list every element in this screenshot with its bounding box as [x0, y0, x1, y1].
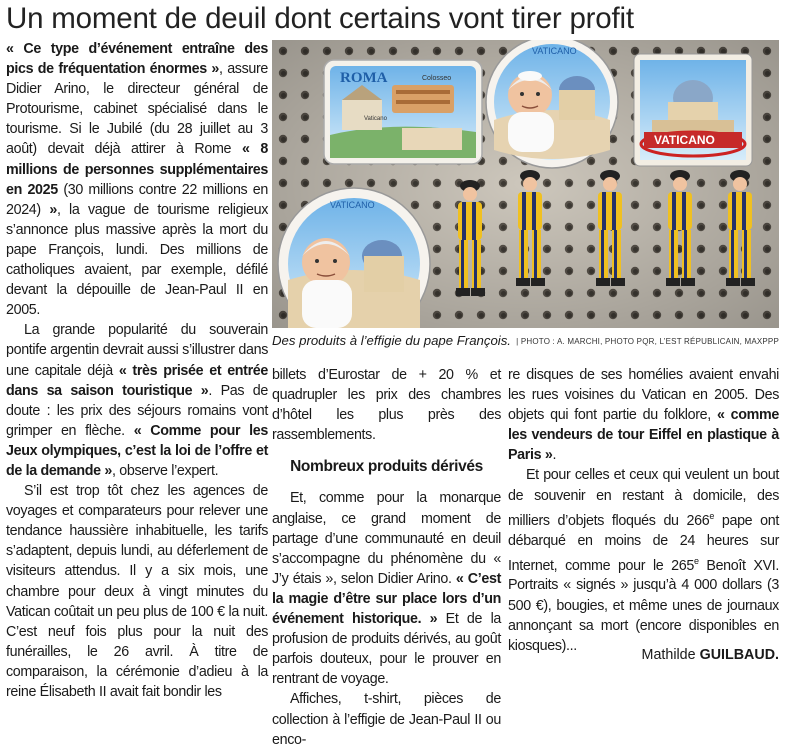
photo-caption: Des produits à l’effigie du pape François. [272, 333, 511, 348]
svg-text:Vaticano: Vaticano [364, 116, 387, 122]
roma-magnet [324, 60, 482, 164]
paragraph: Et, comme pour la monarque anglaise, ce grand moment de partage d’une communauté en deuil s’accompagne du phénomène du « J’y étais », selon Didier Arino. « C’est la magie d’être sur place lors d’un événement historique. » Et de la profusion de produits dérivés, au goût parfois douteux, pour le prouver en rentrant de voyage. [272, 490, 501, 688]
svg-text:VATICANO: VATICANO [654, 133, 715, 147]
paragraph: re disques de ses homélies avaient envahi les rues voisines du Vatican en 2005. Des objets qui font partie du folklore, « comme les vendeurs de tour Eiffel en plastique à Paris ». [508, 367, 779, 464]
text-column-3 [508, 365, 779, 656]
author-first-name: Mathilde [641, 647, 696, 663]
svg-text:VATICANO: VATICANO [532, 46, 577, 56]
souvenir-pegboard-illustration [272, 40, 779, 328]
pope-plate-bottom [278, 188, 430, 328]
headline: Un moment de deuil dont certains vont tirer profit [6, 2, 634, 35]
svg-text:ROMA: ROMA [340, 70, 388, 86]
paragraph: Affiches, t-shirt, pièces de collection à l’effigie de Jean-Paul II ou enco- [272, 691, 501, 748]
paragraph: « Ce type d’événement entraîne des pics de fréquentation énormes », assure Didier Arino, le directeur général de Protourisme, cabinet spécialisé dans le tourisme. Si le Jubilé (du 28 juillet au 3 août) devait déjà attirer à Rome « 8 millions de personnes supplémentaires en 2025 (30 millions contre 22 millions en 2024) », la vague de tourisme religieux s’annonce plus massive après la mort du pape François, lundi. Des millions de catholiques avaient, par exemple, défilé devant la dépouille de Jean-Paul II en 2005. [6, 41, 269, 319]
svg-text:VATICANO: VATICANO [330, 200, 375, 210]
author-signature [642, 647, 779, 663]
photo-credit: | PHOTO : A. MARCHI, PHOTO PQR, L’EST RÉPUBLICAIN, MAXPPP [516, 337, 779, 346]
article-photo [272, 40, 779, 328]
subheading: Nombreux produits dérivés [290, 458, 483, 476]
paragraph: La grande popularité du souverain pontife argentin devrait aussi s’illustrer dans une capitale déjà « très prisée et entrée dans sa saison touristique ». Pas de doute : les prix des séjours romains vont grimper en flèche. « Comme pour les Jeux olympiques, c’est la loi de l’offre et de la demande », observe l’expert. [6, 322, 269, 479]
pope-plate-top [486, 40, 618, 168]
paragraph: S’il est trop tôt chez les agences de voyages et comparateurs pour relever une tendance haussière inhabituelle, les tarifs s’adaptent, depuis lundi, au déferlement de visiteurs attendus. Il y a six mois, une chambre pour deux à vingt minutes du Vatican coûtait un peu plus de 100 € la nuit. C’est neuf fois plus pour la nuit des funérailles, le 26 avril. À titre de comparaison, la cérémonie d’adieu à la reine Élisabeth II avait fait bondir les [6, 483, 268, 700]
paragraph: Et pour celles et ceux qui veulent un bout de souvenir en restant à domicile, des milliers d’objets floqués du 266e pape ont débarqué en moins de 24 heures sur Internet, comme pour le 265e Benoît XVI. Portraits « signés » jusqu’à 4 000 dollars (3 500 €), bougies, et même unes de journaux annonçant sa mort (encore disponibles en kiosques)... [508, 467, 779, 654]
author-last-name: GUILBAUD. [699, 647, 779, 663]
vaticano-magnet [634, 54, 752, 166]
svg-text:Colosseo: Colosseo [422, 75, 452, 82]
text-column-1 [6, 39, 268, 702]
text-column-2 [272, 365, 501, 750]
paragraph: billets d’Eurostar de + 20 % et quadrupler les prix des chambres d’hôtel les plus près des rassemblements. [272, 367, 501, 444]
